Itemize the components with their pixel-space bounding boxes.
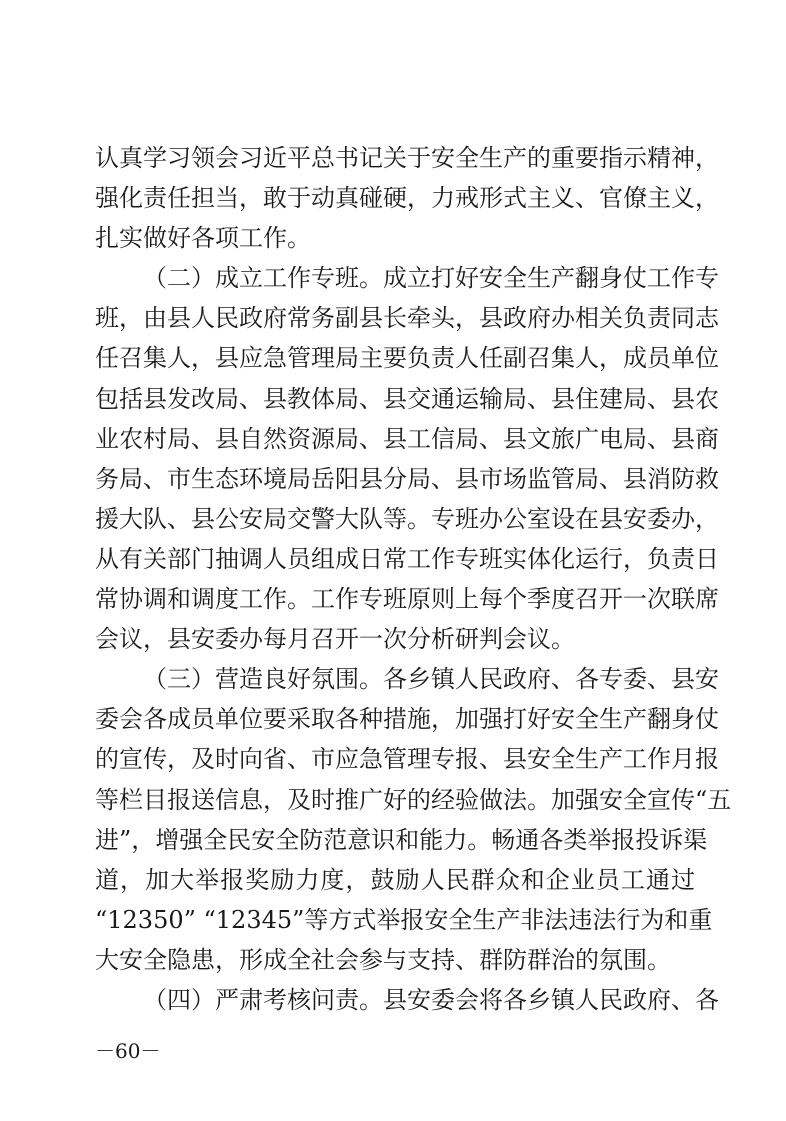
text-line: 委会各成员单位要采取各种措施，加强打好安全生产翻身仗 <box>95 705 719 733</box>
text-line: 强化责任担当，敢于动真碰硬，力戒形式主义、官僚主义， <box>95 184 719 212</box>
text-line: 务局、市生态环境局岳阳县分局、县市场监管局、县消防救 <box>95 465 719 493</box>
text-line: 道，加大举报奖励力度，鼓励人民群众和企业员工通过 <box>95 866 695 894</box>
page-number: －60－ <box>95 1039 161 1063</box>
section-heading-line: （四）严肃考核问责。县安委会将各乡镇人民政府、各 <box>143 986 719 1014</box>
text-line: 业农村局、县自然资源局、县工信局、县文旅广电局、县商 <box>95 425 719 453</box>
section-heading-line: （三）营造良好氛围。各乡镇人民政府、各专委、县安 <box>143 665 719 693</box>
text-line: 援大队、县公安局交警大队等。专班办公室设在县安委办， <box>95 505 719 533</box>
text-line: 进”，增强全民安全防范意识和能力。畅通各类举报投诉渠 <box>95 826 708 854</box>
text-line: 的宣传，及时向省、市应急管理专报、县安全生产工作月报 <box>95 745 719 773</box>
text-line: 班，由县人民政府常务副县长牵头，县政府办相关负责同志 <box>95 304 719 332</box>
text-line: 大安全隐患，形成全社会参与支持、群防群治的氛围。 <box>95 946 671 974</box>
text-line: 从有关部门抽调人员组成日常工作专班实体化运行，负责日 <box>95 545 719 573</box>
text-line: 等栏目报送信息，及时推广好的经验做法。加强安全宣传“五 <box>95 786 732 814</box>
section-heading-line: （二）成立工作专班。成立打好安全生产翻身仗工作专 <box>143 264 719 292</box>
text-line: 会议，县安委办每月召开一次分析研判会议。 <box>95 625 575 653</box>
text-line: 扎实做好各项工作。 <box>95 224 311 252</box>
text-line: 常协调和调度工作。工作专班原则上每个季度召开一次联席 <box>95 585 719 613</box>
text-line: 包括县发改局、县教体局、县交通运输局、县住建局、县农 <box>95 385 719 413</box>
text-line: 任召集人，县应急管理局主要负责人任副召集人，成员单位 <box>95 344 719 372</box>
text-line: 认真学习领会习近平总书记关于安全生产的重要指示精神， <box>95 144 719 172</box>
text-line: “12350” “12345”等方式举报安全生产非法违法行为和重 <box>95 906 713 934</box>
